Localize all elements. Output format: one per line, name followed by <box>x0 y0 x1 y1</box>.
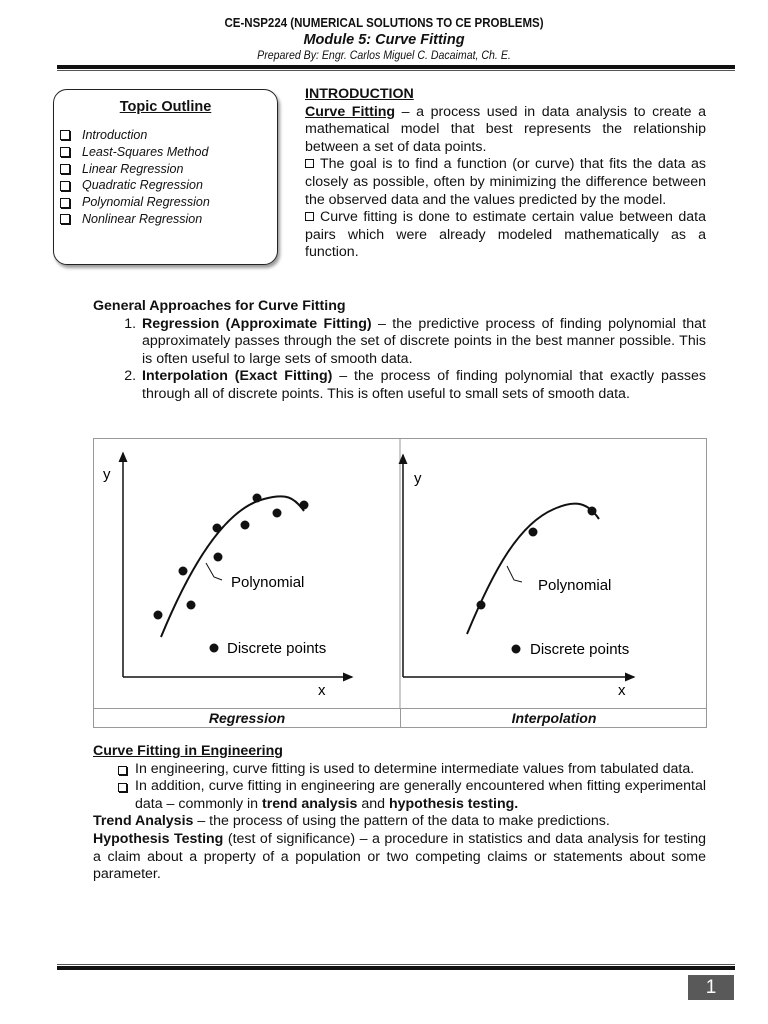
caption-interpolation: Interpolation <box>400 708 707 727</box>
point <box>214 553 223 562</box>
checkbox-icon <box>60 181 70 191</box>
checkbox-icon <box>60 130 70 140</box>
points-label: Discrete points <box>530 641 630 658</box>
discrete-points <box>154 494 309 653</box>
legend-point <box>512 645 521 654</box>
topic-outline-box <box>53 89 278 265</box>
point <box>187 601 196 610</box>
introduction-section: INTRODUCTION Curve Fitting – a process used in data analysis to create a mathematical model that best represents the relationship between a set of data points. The goal is to find a function (or curve) that fits the data as closely as possible, often by minimizing the difference between the observed data and the values predicted by the model. Curve fitting is done to estimate certain value between data pairs which were already modeled mathematically as a function. <box>305 86 706 261</box>
points-label: Discrete points <box>227 640 327 657</box>
topic-item: Polynomial Regression <box>60 194 210 211</box>
x-label: x <box>318 682 326 699</box>
point <box>588 507 597 516</box>
header-rule-thin <box>57 70 735 71</box>
author-line: Prepared By: Engr. Carlos Miguel C. Dacaimat, Ch. E. <box>257 50 511 62</box>
hypothesis-testing: Hypothesis Testing (test of significance) – a procedure in statistics and data analysis for testing a claim about a property of a population or two competing claims or statements about some parameter. <box>93 830 706 883</box>
trend-analysis: Trend Analysis – the process of using the pattern of the data to make predictions. <box>93 813 610 830</box>
checkbox-icon <box>118 783 127 792</box>
approach-item: 1. Regression (Approximate Fitting) – the predictive process of finding polynomial that approximately passes through the set of discrete points in the best manner possible. This is often useful to large sets of smooth data. <box>140 316 706 369</box>
point <box>529 528 538 537</box>
approaches-heading: General Approaches for Curve Fitting <box>93 298 346 314</box>
general-approaches-section <box>93 298 706 404</box>
checkbox-icon <box>118 766 127 775</box>
checkbox-icon <box>60 147 70 157</box>
module-title: Module 5: Curve Fitting <box>303 32 465 48</box>
point <box>213 524 222 533</box>
footer-rule-thin <box>57 964 735 965</box>
point <box>241 521 250 530</box>
introduction-heading: INTRODUCTION <box>305 86 414 102</box>
checkbox-icon <box>60 198 70 208</box>
figure-graphics <box>94 439 706 709</box>
topic-item: Nonlinear Regression <box>60 211 210 228</box>
course-title: CE-NSP224 (NUMERICAL SOLUTIONS TO CE PROBLEMS) <box>224 16 544 30</box>
topic-item: Introduction <box>60 127 210 144</box>
point <box>179 567 188 576</box>
checkbox-icon <box>60 214 70 224</box>
curve-fitting-figure <box>93 438 707 728</box>
polynomial-curve <box>467 504 599 634</box>
checkbox-icon <box>305 212 314 221</box>
checkbox-icon <box>60 164 70 174</box>
topic-item: Linear Regression <box>60 161 210 178</box>
label-leader <box>507 566 522 582</box>
engineering-bullet: In engineering, curve fitting is used to determine intermediate values from tabulated data. <box>118 761 706 779</box>
engineering-bullet: In addition, curve fitting in engineering are generally encountered when fitting experimental data – commonly in trend analysis and hypothesis testing. <box>118 778 706 813</box>
point <box>300 501 309 510</box>
page-number: 1 <box>688 975 734 1000</box>
topic-outline-title: Topic Outline <box>119 99 212 115</box>
term: Curve Fitting <box>305 103 396 120</box>
label-leader <box>206 563 222 580</box>
y-label: y <box>103 466 111 483</box>
point <box>154 611 163 620</box>
point <box>253 494 262 503</box>
header-rule <box>57 65 735 69</box>
footer-rule <box>57 966 735 970</box>
topic-item: Quadratic Regression <box>60 177 210 194</box>
approach-item: 2. Interpolation (Exact Fitting) – the process of finding polynomial that exactly passes through all of discrete points. This is often useful to small sets of smooth data. <box>140 368 706 403</box>
x-label: x <box>618 682 626 699</box>
legend-point <box>210 644 219 653</box>
curve-label: Polynomial <box>231 574 305 591</box>
topic-item: Least-Squares Method <box>60 144 210 161</box>
y-label: y <box>414 470 422 487</box>
caption-regression: Regression <box>94 708 400 727</box>
checkbox-icon <box>305 159 314 168</box>
curve-label: Polynomial <box>538 577 612 594</box>
engineering-heading: Curve Fitting in Engineering <box>93 743 283 759</box>
engineering-section <box>93 743 706 884</box>
point <box>477 601 486 610</box>
point <box>273 509 282 518</box>
